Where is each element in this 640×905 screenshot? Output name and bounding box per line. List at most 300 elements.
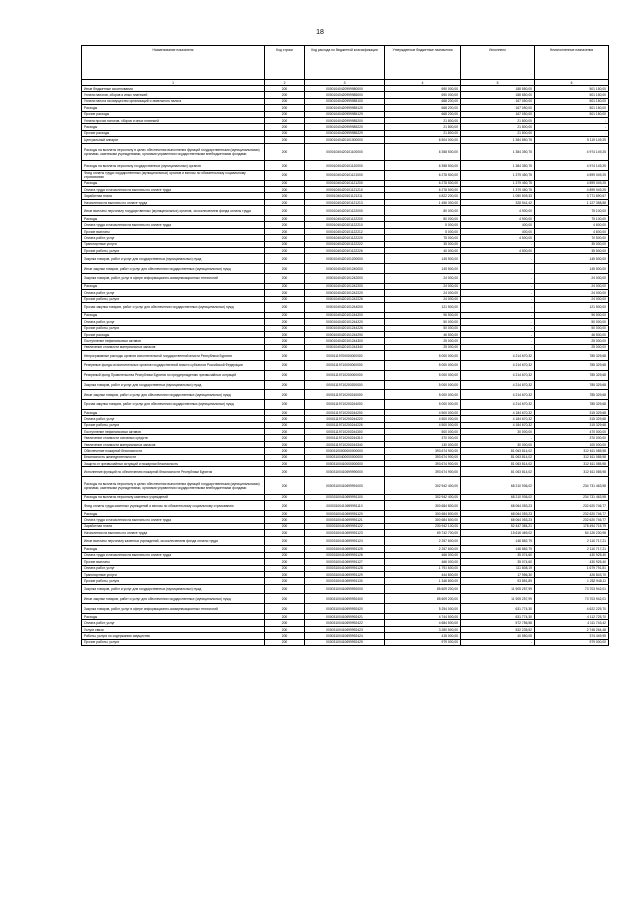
budget-code-cell: 00001119710200240000 — [305, 390, 385, 400]
unexecuted-cell: 501 150,00 — [535, 86, 609, 92]
row-code-cell: 200 — [265, 614, 305, 620]
executed-cell: 631 774,30 — [461, 614, 535, 620]
approved-cell: 393 674 900,00 — [385, 467, 461, 477]
budget-code-cell: 00001040420101242000 — [305, 274, 385, 284]
executed-cell: 167 050,00 — [461, 105, 535, 111]
table-row — [82, 501, 609, 511]
table-row — [82, 604, 609, 614]
approved-cell: 121 500,00 — [385, 302, 461, 312]
budget-code-cell: 00001119710200244310 — [305, 435, 385, 441]
executed-cell: 30 000,00 — [461, 441, 535, 447]
budget-code-cell: 00001040420999980000 — [305, 86, 385, 92]
unexecuted-cell: 232 620 746,77 — [535, 501, 609, 511]
approved-cell: 668 200,00 — [385, 98, 461, 104]
table-row — [82, 161, 609, 171]
budget-code-cell: 00003100410699991122 — [305, 523, 385, 529]
indicator-name-cell: Оплата работ, услуг — [82, 416, 265, 422]
header-unexecuted: Неисполненные назначения — [535, 46, 609, 80]
approved-cell: 4 744 500,00 — [385, 614, 461, 620]
executed-cell: 146 882,79 — [461, 546, 535, 552]
unexecuted-cell: 312 611 085,98 — [535, 448, 609, 454]
indicator-name-cell: Прочие работы, услуги — [82, 578, 265, 584]
budget-code-cell: 00001119700000000000 — [305, 351, 385, 361]
executed-cell: 35 074,60 — [461, 559, 535, 565]
unexecuted-cell: 4 899 049,25 — [535, 170, 609, 180]
unexecuted-cell: 2 110 717,21 — [535, 546, 609, 552]
approved-cell: 21 800,00 — [385, 130, 461, 136]
executed-cell: - — [461, 338, 535, 344]
approved-cell: 24 000,00 — [385, 283, 461, 289]
unexecuted-cell: 3 771 690,67 — [535, 193, 609, 199]
approved-cell: 35 000,00 — [385, 241, 461, 247]
indicator-name-cell: Прочие выплаты — [82, 228, 265, 234]
budget-code-cell: 00001119710200200000 — [305, 380, 385, 390]
executed-cell: 572 756,58 — [461, 620, 535, 626]
budget-code-cell: 00001040420999985129 — [305, 111, 385, 117]
row-code-cell: 200 — [265, 180, 305, 186]
indicator-name-cell: Прочие работы, услуги — [82, 639, 265, 645]
row-code-cell: 200 — [265, 241, 305, 247]
indicator-name-cell: Прочие работы, услуги — [82, 296, 265, 302]
unexecuted-cell: 73 703 942,01 — [535, 584, 609, 594]
indicator-name-cell: Транспортные услуги — [82, 571, 265, 577]
row-code-cell: 200 — [265, 422, 305, 428]
table-row — [82, 370, 609, 380]
indicator-name-cell: Центральный аппарат — [82, 137, 265, 143]
indicator-name-cell: Оплата работ, услуг — [82, 319, 265, 325]
row-code-cell: 200 — [265, 477, 305, 495]
approved-cell: 302 942 400,00 — [385, 494, 461, 500]
indicator-name-cell: Расходы — [82, 124, 265, 130]
approved-cell: 6 278 500,00 — [385, 180, 461, 186]
indicator-name-cell: Расходы на выплаты персоналу казенных учреждений — [82, 494, 265, 500]
indicator-name-cell: Закупка товаров, работ и услуг для государственных (муниципальных) нужд — [82, 584, 265, 594]
unexecuted-cell: 232 620 746,77 — [535, 510, 609, 516]
approved-cell: 300 684 800,00 — [385, 510, 461, 516]
approved-cell: 24 000,00 — [385, 274, 461, 284]
table-row — [82, 467, 609, 477]
indicator-name-cell: Увеличение стоимости материальных запасов — [82, 344, 265, 350]
budget-code-cell: 00001040420101000000 — [305, 137, 385, 143]
row-code-cell: 200 — [265, 454, 305, 460]
budget-code-cell: 00001040420101122000 — [305, 206, 385, 216]
budget-code-cell: 00003100410699991127 — [305, 559, 385, 565]
executed-cell: 1 379 450,75 — [461, 180, 535, 186]
indicator-name-cell: Работы, услуги по содержанию имущества — [82, 633, 265, 639]
indicator-name-cell: Защита от чрезвычайных ситуаций и пожарная безопасность — [82, 461, 265, 467]
executed-cell: 167 050,00 — [461, 98, 535, 104]
indicator-name-cell: Расходы на выплаты персоналу в целях обеспечения выполнения функций государственными (муниципальными) органами, казенными учреждениями, органами управления государственными внебюджетными фондами — [82, 143, 265, 161]
approved-cell: 69 742 700,00 — [385, 530, 461, 536]
row-code-cell: 200 — [265, 552, 305, 558]
indicator-name-cell: Иные выплаты персоналу государственных (муниципальных) органов, за исключением фонда оплаты труда — [82, 206, 265, 216]
indicator-name-cell: Услуги связи — [82, 626, 265, 632]
indicator-name-cell: Резервные фонды исполнительных органов государственной власти субъектов Российской Федерации — [82, 360, 265, 370]
unexecuted-cell: 4 112 725,70 — [535, 614, 609, 620]
approved-cell: 85 609 200,00 — [385, 584, 461, 594]
indicator-name-cell: Уплата налогов, сборов и иных платежей — [82, 92, 265, 98]
row-code-cell: 200 — [265, 448, 305, 454]
row-code-cell: 200 — [265, 620, 305, 626]
indicator-name-cell: Обеспечение пожарной безопасности — [82, 448, 265, 454]
executed-cell: 1 384 350,75 — [461, 143, 535, 161]
indicator-name-cell: Начисления на выплаты по оплате труда — [82, 530, 265, 536]
row-code-cell: 200 — [265, 523, 305, 529]
approved-cell: 5 000 000,00 — [385, 390, 461, 400]
indicator-name-cell: Прочие работы, услуги — [82, 248, 265, 254]
row-code-cell: 200 — [265, 117, 305, 123]
row-code-cell: 200 — [265, 130, 305, 136]
approved-cell: 444 800,00 — [385, 571, 461, 577]
executed-cell: 111 808,19 — [461, 565, 535, 571]
unexecuted-cell: 234 731 463,98 — [535, 477, 609, 495]
table-body — [82, 86, 609, 646]
indicator-name-cell: Расходы — [82, 283, 265, 289]
unexecuted-cell: 4 600,00 — [535, 222, 609, 228]
executed-cell: 93 851,89 — [461, 578, 535, 584]
budget-code-cell: 00003100410699991124 — [305, 536, 385, 546]
approved-cell: 24 000,00 — [385, 296, 461, 302]
unexecuted-cell: 501 150,00 — [535, 111, 609, 117]
approved-cell: 5 000,00 — [385, 228, 461, 234]
approved-cell: 25 000,00 — [385, 344, 461, 350]
executed-cell: - — [461, 639, 535, 645]
row-code-cell: 200 — [265, 206, 305, 216]
approved-cell: 500 000,00 — [385, 429, 461, 435]
unexecuted-cell: 785 329,68 — [535, 351, 609, 361]
executed-cell: - — [461, 283, 535, 289]
row-code-cell: 200 — [265, 170, 305, 180]
budget-code-cell: 00001040420101244000 — [305, 302, 385, 312]
approved-cell: 466 000,00 — [385, 552, 461, 558]
executed-cell: 532 235,52 — [461, 626, 535, 632]
executed-cell: 1 384 350,75 — [461, 161, 535, 171]
table-row — [82, 639, 609, 645]
executed-cell: 188 850,00 — [461, 86, 535, 92]
approved-cell: 230 942 100,00 — [385, 523, 461, 529]
unexecuted-cell: 315 329,68 — [535, 416, 609, 422]
budget-code-cell: 00001040420101121213 — [305, 199, 385, 205]
budget-code-cell: 00001119710000000000 — [305, 360, 385, 370]
indicator-name-cell: Оплата работ, услуг — [82, 235, 265, 241]
budget-code-cell: 00001040420101240000 — [305, 264, 385, 274]
approved-cell: 46 500,00 — [385, 331, 461, 337]
table-row — [82, 584, 609, 594]
indicator-name-cell: Расходы — [82, 614, 265, 620]
approved-cell: 302 942 400,00 — [385, 477, 461, 495]
budget-code-cell: 00001040420101242220 — [305, 290, 385, 296]
indicator-name-cell: Прочие расходы — [82, 331, 265, 337]
unexecuted-cell: 73 703 942,01 — [535, 594, 609, 604]
unexecuted-cell: 4 974 149,25 — [535, 161, 609, 171]
approved-cell: 145 500,00 — [385, 254, 461, 264]
row-code-cell: 200 — [265, 161, 305, 171]
budget-code-cell: 00001040420999985200 — [305, 117, 385, 123]
unexecuted-cell: 35 000,00 — [535, 241, 609, 247]
approved-cell: 300 684 800,00 — [385, 501, 461, 511]
indicator-name-cell: Уплата прочих налогов, сборов и иных платежей — [82, 117, 265, 123]
column-index: 3 — [305, 80, 385, 86]
unexecuted-cell: 54 126 230,98 — [535, 530, 609, 536]
unexecuted-cell: 96 500,00 — [535, 312, 609, 318]
row-code-cell: 200 — [265, 510, 305, 516]
unexecuted-cell: 2 748 264,48 — [535, 626, 609, 632]
indicator-name-cell: Увеличение стоимости основных средств — [82, 435, 265, 441]
table-row — [82, 264, 609, 274]
unexecuted-cell: - — [535, 117, 609, 123]
unexecuted-cell: 70 500,00 — [535, 235, 609, 241]
table-row — [82, 302, 609, 312]
executed-cell: - — [461, 264, 535, 274]
unexecuted-cell: 312 611 085,98 — [535, 454, 609, 460]
row-code-cell: 200 — [265, 559, 305, 565]
row-code-cell: 200 — [265, 461, 305, 467]
unexecuted-cell: 145 500,00 — [535, 264, 609, 274]
executed-cell: 11 905 257,99 — [461, 584, 535, 594]
row-code-cell: 200 — [265, 264, 305, 274]
budget-code-cell: 00001119710200244226 — [305, 422, 385, 428]
row-code-cell: 200 — [265, 228, 305, 234]
unexecuted-cell: 370 000,00 — [535, 435, 609, 441]
executed-cell: 328 941,42 — [461, 199, 535, 205]
row-code-cell: 200 — [265, 199, 305, 205]
unexecuted-cell: 5 119 149,25 — [535, 137, 609, 143]
approved-cell: 393 674 900,00 — [385, 448, 461, 454]
unexecuted-cell: 315 329,68 — [535, 422, 609, 428]
budget-code-cell: 00003100410699992423 — [305, 626, 385, 632]
executed-cell: - — [461, 302, 535, 312]
executed-cell: 30 000,00 — [461, 429, 535, 435]
budget-code-cell: 00001040420999985100 — [305, 98, 385, 104]
executed-cell: - — [461, 290, 535, 296]
budget-code-cell: 00003100410699992000 — [305, 584, 385, 594]
row-code-cell: 200 — [265, 137, 305, 143]
row-code-cell: 200 — [265, 143, 305, 161]
executed-cell: 68 064 053,23 — [461, 501, 535, 511]
indicator-name-cell: Уплата налога на имущество организаций и земельного налога — [82, 98, 265, 104]
unexecuted-cell: 374 449,95 — [535, 633, 609, 639]
indicator-name-cell: Оплата работ, услуг — [82, 620, 265, 626]
budget-code-cell: 00003100410699991120 — [305, 510, 385, 516]
approved-cell: 466 000,00 — [385, 559, 461, 565]
row-code-cell: 200 — [265, 494, 305, 500]
budget-code-cell: 00001119710200244340 — [305, 441, 385, 447]
unexecuted-cell: 178 494 715,79 — [535, 523, 609, 529]
approved-cell: 21 800,00 — [385, 117, 461, 123]
indicator-name-cell: Расходы на выплаты персоналу государственных (муниципальных) органов — [82, 161, 265, 171]
unexecuted-cell: 4 974 149,25 — [535, 143, 609, 161]
budget-code-cell: 00003100410699991100 — [305, 494, 385, 500]
row-code-cell: 200 — [265, 331, 305, 337]
approved-cell: 5 254 000,00 — [385, 604, 461, 614]
approved-cell: 2 257 600,00 — [385, 546, 461, 552]
indicator-name-cell: Фонд оплаты труда государственных (муниципальных) органов и взносы по обязательному социальному страхованию — [82, 170, 265, 180]
header-executed: Исполнено — [461, 46, 535, 80]
indicator-name-cell: Прочая закупка товаров, работ и услуг для обеспечения государственных (муниципальных) нужд — [82, 400, 265, 410]
unexecuted-cell: 24 000,00 — [535, 283, 609, 289]
executed-cell: 17 956,30 — [461, 571, 535, 577]
budget-code-cell: 00001040420101244220 — [305, 319, 385, 325]
unexecuted-cell: 1 679 791,81 — [535, 565, 609, 571]
row-code-cell: 200 — [265, 626, 305, 632]
approved-cell: 6 278 500,00 — [385, 170, 461, 180]
indicator-name-cell: Поступление нефинансовых активов — [82, 429, 265, 435]
approved-cell: 393 674 900,00 — [385, 461, 461, 467]
executed-cell: - — [461, 296, 535, 302]
unexecuted-cell: 25 000,00 — [535, 344, 609, 350]
budget-code-cell: 00001040420101200000 — [305, 254, 385, 264]
table-row — [82, 594, 609, 604]
budget-code-cell: 00001040420999985120 — [305, 105, 385, 111]
row-code-cell: 200 — [265, 409, 305, 415]
unexecuted-cell: 35 500,00 — [535, 248, 609, 254]
table-row — [82, 351, 609, 361]
approved-cell: 5 000 000,00 — [385, 351, 461, 361]
unexecuted-cell: 50 000,00 — [535, 325, 609, 331]
approved-cell: 40 000,00 — [385, 248, 461, 254]
budget-code-cell: 00003100410699992400 — [305, 594, 385, 604]
approved-cell: 50 000,00 — [385, 325, 461, 331]
executed-cell: 81 063 814,02 — [461, 448, 535, 454]
table-row — [82, 380, 609, 390]
budget-code-cell: 00003100410699992421 — [305, 614, 385, 620]
approved-cell: 1 791 600,00 — [385, 565, 461, 571]
table-row — [82, 536, 609, 546]
row-code-cell: 200 — [265, 578, 305, 584]
budget-code-cell: 00003100410699992422 — [305, 620, 385, 626]
row-code-cell: 200 — [265, 98, 305, 104]
approved-cell: 6 504 000,00 — [385, 137, 461, 143]
budget-code-cell: 00001119710200244000 — [305, 400, 385, 410]
row-code-cell: 200 — [265, 92, 305, 98]
executed-cell: 40 550,05 — [461, 633, 535, 639]
budget-code-cell: 00001119710200244200 — [305, 409, 385, 415]
unexecuted-cell: - — [535, 124, 609, 130]
row-code-cell: 200 — [265, 565, 305, 571]
row-code-cell: 200 — [265, 633, 305, 639]
row-code-cell: 200 — [265, 429, 305, 435]
unexecuted-cell: 4 111 743,42 — [535, 620, 609, 626]
column-index: 2 — [265, 80, 305, 86]
budget-code-cell: 00001040420999985220 — [305, 124, 385, 130]
budget-code-cell: 00001040420101121210 — [305, 187, 385, 193]
budget-code-cell: 00001040420101122200 — [305, 216, 385, 222]
unexecuted-cell: 4 899 049,25 — [535, 180, 609, 186]
unexecuted-cell: 430 925,40 — [535, 559, 609, 565]
page-number: 18 — [316, 29, 324, 36]
unexecuted-cell: 100 000,00 — [535, 441, 609, 447]
header-row-code: Код строки — [265, 46, 305, 80]
row-code-cell: 200 — [265, 312, 305, 318]
row-code-cell: 200 — [265, 536, 305, 546]
row-code-cell: 200 — [265, 517, 305, 523]
approved-cell: 25 000,00 — [385, 338, 461, 344]
row-code-cell: 200 — [265, 546, 305, 552]
indicator-name-cell: Расходы — [82, 546, 265, 552]
unexecuted-cell: 501 150,00 — [535, 105, 609, 111]
unexecuted-cell: 315 329,68 — [535, 409, 609, 415]
budget-code-cell: 00001040420101121200 — [305, 180, 385, 186]
unexecuted-cell: 24 000,00 — [535, 290, 609, 296]
indicator-name-cell: Закупка товаров, работ, услуг в сфере информационно-коммуникационных технологий — [82, 604, 265, 614]
approved-cell: 668 200,00 — [385, 111, 461, 117]
indicator-name-cell: Иные закупки товаров, работ и услуг для обеспечения государственных (муниципальных) нужд — [82, 594, 265, 604]
approved-cell: 85 609 200,00 — [385, 594, 461, 604]
unexecuted-cell: 1 252 948,11 — [535, 578, 609, 584]
approved-cell: 1 456 300,00 — [385, 199, 461, 205]
budget-code-cell: 00001119710200000000 — [305, 370, 385, 380]
approved-cell: 130 000,00 — [385, 441, 461, 447]
approved-cell: 4 822 200,00 — [385, 193, 461, 199]
executed-cell: 4 900,00 — [461, 216, 535, 222]
table-row — [82, 254, 609, 264]
table-row — [82, 206, 609, 216]
approved-cell: 690 000,00 — [385, 92, 461, 98]
indicator-name-cell: Начисления на выплаты по оплате труда — [82, 199, 265, 205]
executed-cell: 1 384 850,75 — [461, 137, 535, 143]
indicator-name-cell: Прочие выплаты — [82, 559, 265, 565]
indicator-name-cell: Иные бюджетные ассигнования — [82, 86, 265, 92]
indicator-name-cell: Заработная плата — [82, 523, 265, 529]
unexecuted-cell: 4 600,00 — [535, 228, 609, 234]
unexecuted-cell: 4 622 225,70 — [535, 604, 609, 614]
budget-code-cell: 00003100410000000000 — [305, 461, 385, 467]
row-code-cell: 200 — [265, 338, 305, 344]
executed-cell: 4 184 670,32 — [461, 422, 535, 428]
budget-code-cell: 00003100410699992420 — [305, 604, 385, 614]
row-code-cell: 200 — [265, 380, 305, 390]
indicator-name-cell: Прочая закупка товаров, работ и услуг для обеспечения государственных (муниципальных) нужд — [82, 302, 265, 312]
row-code-cell: 200 — [265, 319, 305, 325]
budget-code-cell: 00001040420101244226 — [305, 325, 385, 331]
executed-cell: 4 214 670,32 — [461, 390, 535, 400]
row-code-cell: 200 — [265, 302, 305, 312]
unexecuted-cell: 24 000,00 — [535, 274, 609, 284]
indicator-name-cell: Оплата труда и начисления на выплаты по оплате труда — [82, 222, 265, 228]
indicator-name-cell: Иные закупки товаров, работ и услуг для обеспечения государственных (муниципальных) нужд — [82, 390, 265, 400]
executed-cell: 4 214 670,32 — [461, 400, 535, 410]
header-name: Наименование показателя — [82, 46, 265, 80]
approved-cell: 5 000 000,00 — [385, 370, 461, 380]
budget-code-cell: 00001040420999985229 — [305, 130, 385, 136]
budget-code-cell: 00001040420101100000 — [305, 143, 385, 161]
executed-cell: 68 064 053,23 — [461, 510, 535, 516]
unexecuted-cell: 234 731 463,98 — [535, 494, 609, 500]
unexecuted-cell: 75 100,00 — [535, 206, 609, 216]
row-code-cell: 200 — [265, 216, 305, 222]
executed-cell: - — [461, 241, 535, 247]
budget-code-cell: 00003100410699992425 — [305, 639, 385, 645]
row-code-cell: 200 — [265, 274, 305, 284]
executed-cell: - — [461, 435, 535, 441]
approved-cell: 5 000,00 — [385, 222, 461, 228]
approved-cell: 5 000 000,00 — [385, 360, 461, 370]
approved-cell: 6 278 500,00 — [385, 187, 461, 193]
approved-cell: 80 000,00 — [385, 206, 461, 216]
unexecuted-cell: 979 000,00 — [535, 639, 609, 645]
row-code-cell: 200 — [265, 235, 305, 241]
row-code-cell: 200 — [265, 105, 305, 111]
budget-code-cell: 00003100410699991121 — [305, 517, 385, 523]
unexecuted-cell: 232 620 746,77 — [535, 517, 609, 523]
approved-cell: 80 000,00 — [385, 216, 461, 222]
unexecuted-cell: 4 899 049,25 — [535, 187, 609, 193]
unexecuted-cell: 145 500,00 — [535, 254, 609, 264]
indicator-name-cell: Расходы — [82, 180, 265, 186]
approved-cell: 4 500 000,00 — [385, 416, 461, 422]
row-code-cell: 200 — [265, 296, 305, 302]
budget-code-cell: 00003100410699991130 — [305, 578, 385, 584]
